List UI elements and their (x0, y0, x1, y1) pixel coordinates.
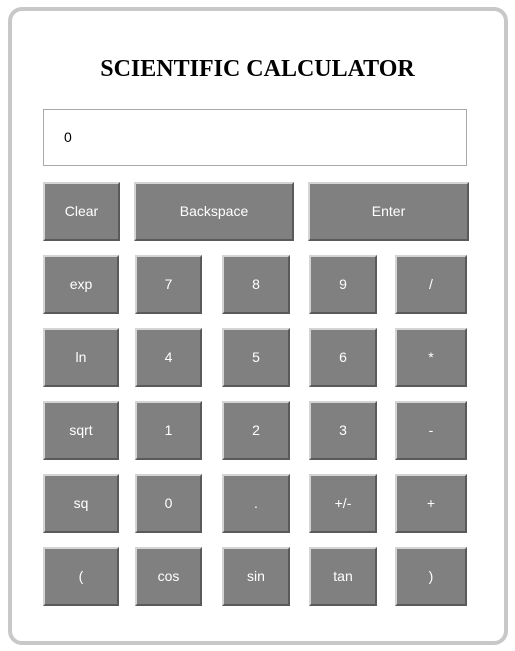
clear-button-label: Clear (64, 203, 99, 219)
decimal-point-button[interactable] (222, 474, 290, 533)
enter-button[interactable] (308, 182, 469, 241)
multiply-button[interactable] (395, 328, 467, 387)
exp-button[interactable] (43, 255, 119, 314)
digit-5-button[interactable] (222, 328, 290, 387)
key-label: 1 (164, 422, 173, 438)
key-label: ( (78, 568, 84, 584)
key-label: sin (247, 568, 265, 584)
tan-button[interactable] (309, 547, 377, 606)
key-label: cos (157, 568, 180, 584)
key-label: sq (73, 495, 89, 511)
digit-3-button[interactable] (309, 401, 377, 460)
key-label: 8 (252, 276, 260, 292)
open-paren-button[interactable] (43, 547, 119, 606)
close-paren-button[interactable] (395, 547, 467, 606)
key-label: 4 (164, 349, 173, 365)
key-label: . (254, 495, 258, 511)
calculator-display[interactable]: 0 (43, 109, 467, 166)
key-label: - (428, 422, 434, 438)
backspace-button[interactable] (134, 182, 294, 241)
square-button[interactable] (43, 474, 119, 533)
key-label: 5 (252, 349, 260, 365)
key-label: 2 (252, 422, 260, 438)
subtract-button[interactable] (395, 401, 467, 460)
key-label: +/- (334, 495, 352, 511)
key-label: 9 (339, 276, 347, 292)
sin-button[interactable] (222, 547, 290, 606)
key-label: + (426, 495, 436, 511)
page-title: SCIENTIFIC CALCULATOR (100, 56, 415, 82)
key-label: 0 (164, 495, 173, 511)
digit-0-button[interactable] (135, 474, 202, 533)
key-label: * (428, 349, 434, 365)
clear-button[interactable] (43, 182, 120, 241)
digit-6-button[interactable] (309, 328, 377, 387)
key-label: exp (69, 276, 93, 292)
divide-button[interactable] (395, 255, 467, 314)
key-label: ln (75, 349, 87, 365)
digit-8-button[interactable] (222, 255, 290, 314)
digit-7-button[interactable] (135, 255, 202, 314)
key-label: / (429, 276, 433, 292)
key-label: 6 (339, 349, 347, 365)
digit-4-button[interactable] (135, 328, 202, 387)
negate-button[interactable] (309, 474, 377, 533)
ln-button[interactable] (43, 328, 119, 387)
key-label: ) (428, 568, 434, 584)
key-label: 7 (164, 276, 173, 292)
add-button[interactable] (395, 474, 467, 533)
sqrt-button[interactable] (43, 401, 119, 460)
key-label: sqrt (69, 422, 93, 438)
key-label: tan (333, 568, 353, 584)
digit-2-button[interactable] (222, 401, 290, 460)
digit-9-button[interactable] (309, 255, 377, 314)
key-label: 3 (339, 422, 347, 438)
cos-button[interactable] (135, 547, 202, 606)
enter-button-label: Enter (371, 203, 406, 219)
digit-1-button[interactable] (135, 401, 202, 460)
backspace-button-label: Backspace (179, 203, 249, 219)
